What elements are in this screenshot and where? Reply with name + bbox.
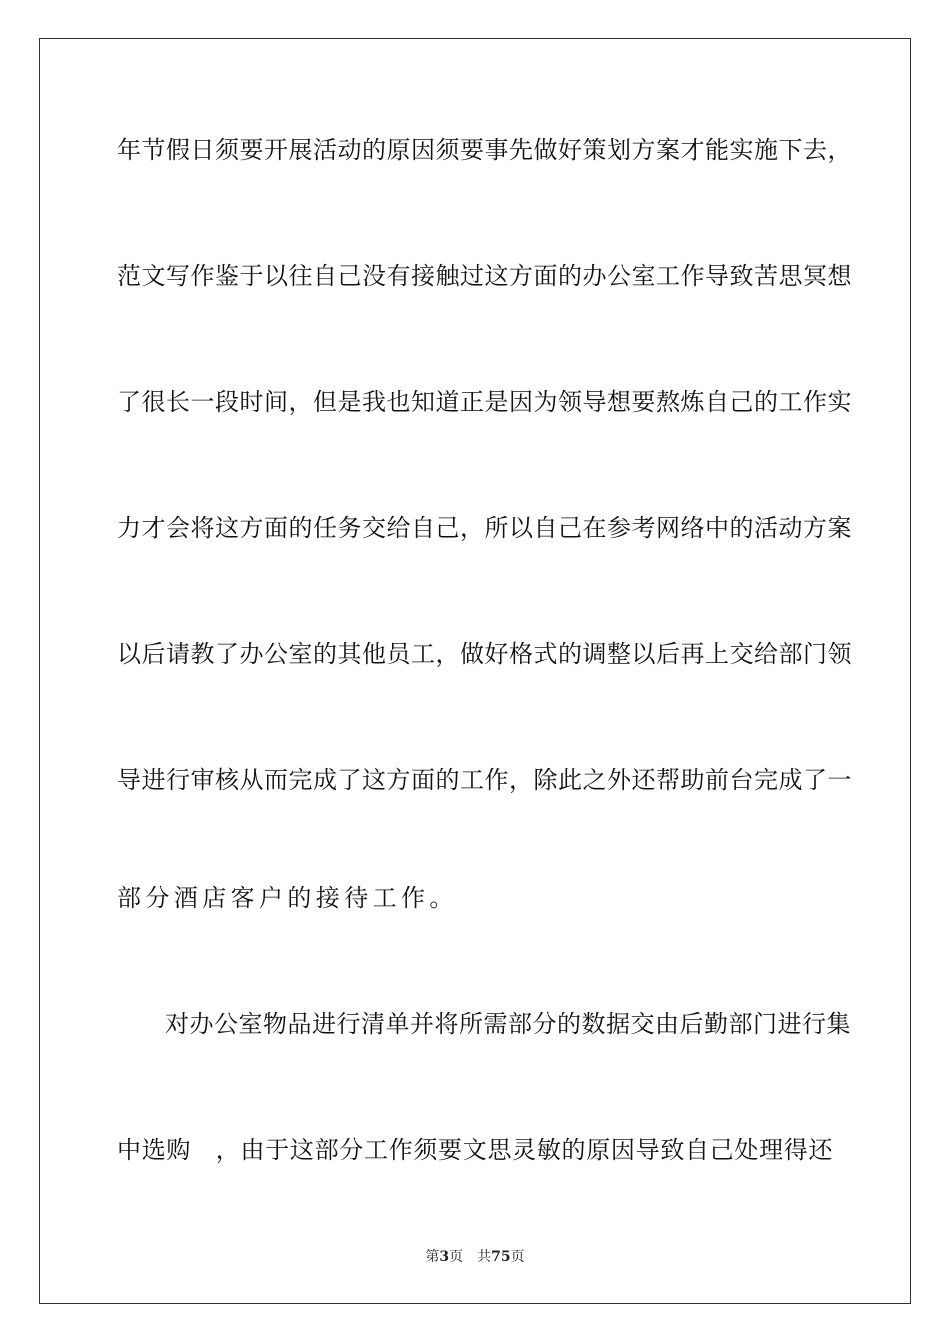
page-number: 3	[439, 1249, 450, 1265]
text-line: 中选购 ，由于这部分工作须要文思灵敏的原因导致自己处理得还	[117, 1136, 833, 1164]
text-line: 了很长一段时间，但是我也知道正是因为领导想要熬炼自己的工作实	[117, 388, 852, 416]
page-prefix: 第	[425, 1249, 440, 1265]
total-suffix: 页	[510, 1249, 525, 1265]
page-border	[39, 38, 911, 1304]
total-pages: 75	[491, 1249, 511, 1265]
page-suffix: 页	[449, 1249, 464, 1265]
text-line: 力才会将这方面的任务交给自己，所以自己在参考网络中的活动方案	[117, 514, 852, 542]
page-footer	[0, 1248, 950, 1266]
text-line: 以后请教了办公室的其他员工，做好格式的调整以后再上交给部门领	[117, 640, 852, 668]
total-prefix: 共	[477, 1249, 492, 1265]
text-line: 部分酒店客户的接待工作。	[117, 884, 458, 912]
text-line-indented: 对办公室物品进行清单并将所需部分的数据交由后勤部门进行集	[165, 1010, 851, 1038]
text-line: 范文写作鉴于以往自己没有接触过这方面的办公室工作导致苦思冥想	[117, 262, 852, 290]
text-line: 年节假日须要开展活动的原因须要事先做好策划方案才能实施下去，	[117, 136, 852, 164]
text-line: 导进行审核从而完成了这方面的工作，除此之外还帮助前台完成了一	[117, 766, 852, 794]
